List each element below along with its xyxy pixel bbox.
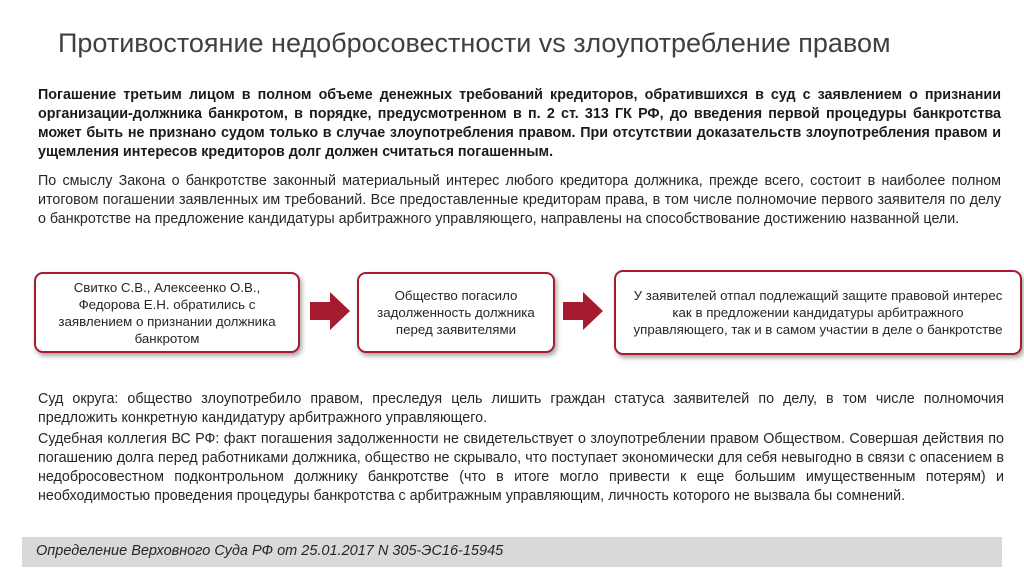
flow-step-interest-lost-text: У заявителей отпал подлежащий защите правовой интерес как в предложении кандидатуры арбитражного управляющего, так и в самом участии в деле о банкротстве	[633, 288, 1003, 337]
bold-summary-paragraph: Погашение третьим лицом в полном объеме денежных требований кредиторов, обратившихся в суд с заявлением о признании организации-должника банкротом, в порядке, предусмотренном в п. 2 ст. 313 ГК РФ, до введения первой процедуры банкротства может быть не признано судом только в случае злоупотребления правом. При отсутствии доказательств злоупотребления правом и ущемления интересов кредиторов долг должен считаться погашенным.	[38, 87, 1001, 160]
flow-step-interest-lost	[614, 270, 1022, 355]
flow-step-debt-paid-text: Общество погасило задолженность должника перед заявителями	[377, 288, 535, 337]
supreme-court-paragraph: Судебная коллегия ВС РФ: факт погашения задолженности не свидетельствует о злоупотреблении правом Обществом. Совершая действия по погашению долга перед работниками должника, общество не скрывало, что поступает экономически для себя невыгодно в связи с опасением в недобросовестном подконтрольном должнику банкротстве (что в итоге могло привести к еще большим имущественным потерям) и необходимостью проведения процедуры банкротства с арбитражным управляющим, личность которого не вызвала бы сомнений.	[38, 431, 1004, 504]
page-title: Противостояние недобросовестности vs злоупотребление правом	[58, 28, 891, 58]
citation-footer	[22, 537, 1002, 567]
right-arrow-icon	[310, 292, 350, 330]
right-arrow-icon	[563, 292, 603, 330]
citation-text: Определение Верховного Суда РФ от 25.01.2017 N 305-ЭС16-15945	[36, 543, 504, 559]
flow-step-applicants-text: Свитко С.В., Алексеенко О.В., Федорова Е.Н. обратились с заявлением о признании должника банкротом	[58, 279, 276, 346]
flow-step-applicants	[34, 272, 300, 353]
flow-step-debt-paid	[357, 272, 555, 353]
district-court-paragraph: Суд округа: общество злоупотребило правом, преследуя цель лишить граждан статуса заявителей по делу, в том числе полномочия предложить конкретную кандидатуру арбитражного управляющего.	[38, 391, 1004, 426]
law-interpretation-paragraph: По смыслу Закона о банкротстве законный материальный интерес любого кредитора должника, прежде всего, состоит в наиболее полном итоговом погашении заявленных им требований. Все предоставленные кредиторам права, в том числе полномочие первого заявителя по делу о банкротстве на предложение кандидатуры арбитражного управляющего, направлены на способствование достижению названной цели.	[38, 173, 1001, 227]
